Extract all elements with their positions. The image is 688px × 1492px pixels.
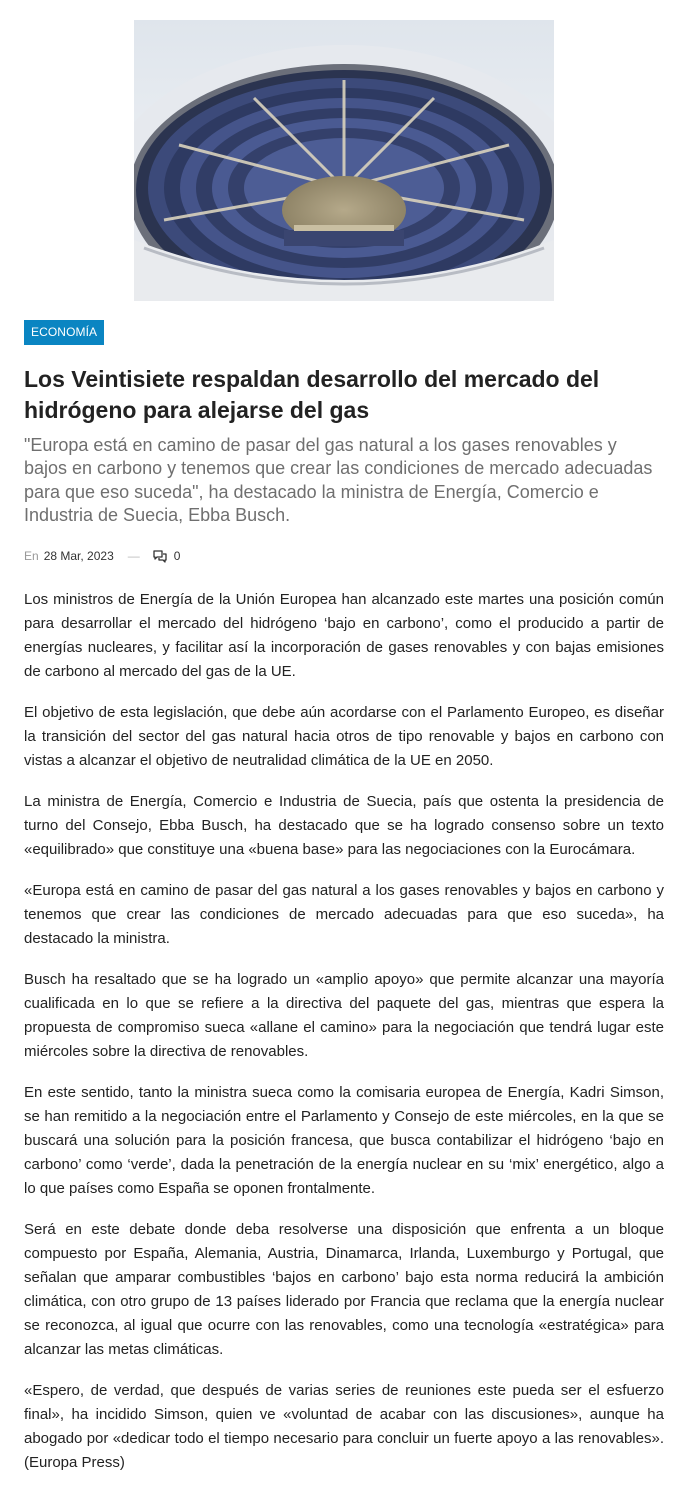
- body-paragraph: Los ministros de Energía de la Unión Europea han alcanzado este martes una posición común para desarrollar el mercado del hidrógeno ‘bajo en carbono’, como el producido a partir de energías nucleares, y facilitar así la incorporación de gases renovables y con bajas emisiones de carbono al mercado del gas de la UE.: [24, 591, 664, 680]
- body-paragraph: El objetivo de esta legislación, que debe aún acordarse con el Parlamento Europeo, es diseñar la transición del sector del gas natural hacia otros de tipo renovable y bajos en carbono con vistas a alcanzar el objetivo de neutralidad climática de la UE en 2050.: [24, 704, 664, 769]
- article-body: [24, 588, 664, 1492]
- meta-separator: —: [127, 549, 140, 563]
- date-prefix: En: [24, 549, 39, 563]
- article-meta: [24, 546, 180, 566]
- body-paragraph: La ministra de Energía, Comercio e Industria de Suecia, país que ostenta la presidencia de turno del Consejo, Ebba Busch, ha destacado que se ha logrado consenso sobre un texto «equilibrado» que constituye una «buena base» para las negociaciones con la Eurocámara.: [24, 793, 664, 858]
- body-paragraph: Busch ha resaltado que se ha logrado un «amplio apoyo» que permite alcanzar una mayoría cualificada en lo que se refiere a la directiva del paquete del gas, mientras que espera la propuesta de compromiso sueca «allane el camino» para la negociación que tendrá lugar este miércoles sobre la directiva de renovables.: [24, 971, 664, 1060]
- article-title: Los Veintisiete respaldan desarrollo del mercado del hidrógeno para alejarse del gas: [24, 366, 600, 423]
- publish-date: 28 Mar, 2023: [43, 549, 114, 563]
- body-paragraph: «Espero, de verdad, que después de varias series de reuniones este pueda ser el esfuerzo final», ha incidido Simson, quien ve «voluntad de acabar con las discusiones», aunque ha abogado por «dedicar todo el tiempo necesario para concluir un fuerte apoyo a las renovables». (Europa Press): [24, 1382, 664, 1471]
- body-paragraph: Será en este debate donde deba resolverse una disposición que enfrenta a un bloque compuesto por España, Alemania, Austria, Dinamarca, Irlanda, Luxemburgo y Portugal, que señalan que amparar combustibles ‘bajos en carbono’ bajo esta norma reducirá la ambición climática, con otro grupo de 13 países liderado por Francia que reclama que la energía nuclear se reconozca, al igual que ocurre con las renovables, como una tecnología «estratégica» para alcanzar las metas climáticas.: [24, 1221, 664, 1358]
- comments-link[interactable]: [152, 549, 181, 563]
- comments-count: 0: [173, 549, 181, 563]
- parliament-hemicycle-illustration: [134, 20, 554, 301]
- category-badge[interactable]: ECONOMÍA: [24, 320, 104, 345]
- body-paragraph: «Europa está en camino de pasar del gas natural a los gases renovables y bajos en carbono y tenemos que crear las condiciones de mercado adecuadas para que eso suceda», ha destacado la ministra.: [24, 882, 664, 947]
- body-paragraph: En este sentido, tanto la ministra sueca como la comisaria europea de Energía, Kadri Simson, se han remitido a la negociación entre el Parlamento y Consejo de este miércoles, en la que se buscará una solución para la posición francesa, que busca contabilizar el hidrógeno ‘bajo en carbono’ como ‘verde’, dada la penetración de la energía nuclear en su ‘mix’ energético, algo a lo que países como España se oponen frontalmente.: [24, 1084, 664, 1197]
- article-image[interactable]: [134, 20, 554, 301]
- comment-icon: [152, 549, 168, 563]
- article-subtitle: "Europa está en camino de pasar del gas natural a los gases renovables y bajos en carbono y tenemos que crear las condiciones de mercado adecuadas para que eso suceda", ha destacado la ministra de Energía, Comercio e Industria de Suecia, Ebba Busch.: [24, 435, 653, 525]
